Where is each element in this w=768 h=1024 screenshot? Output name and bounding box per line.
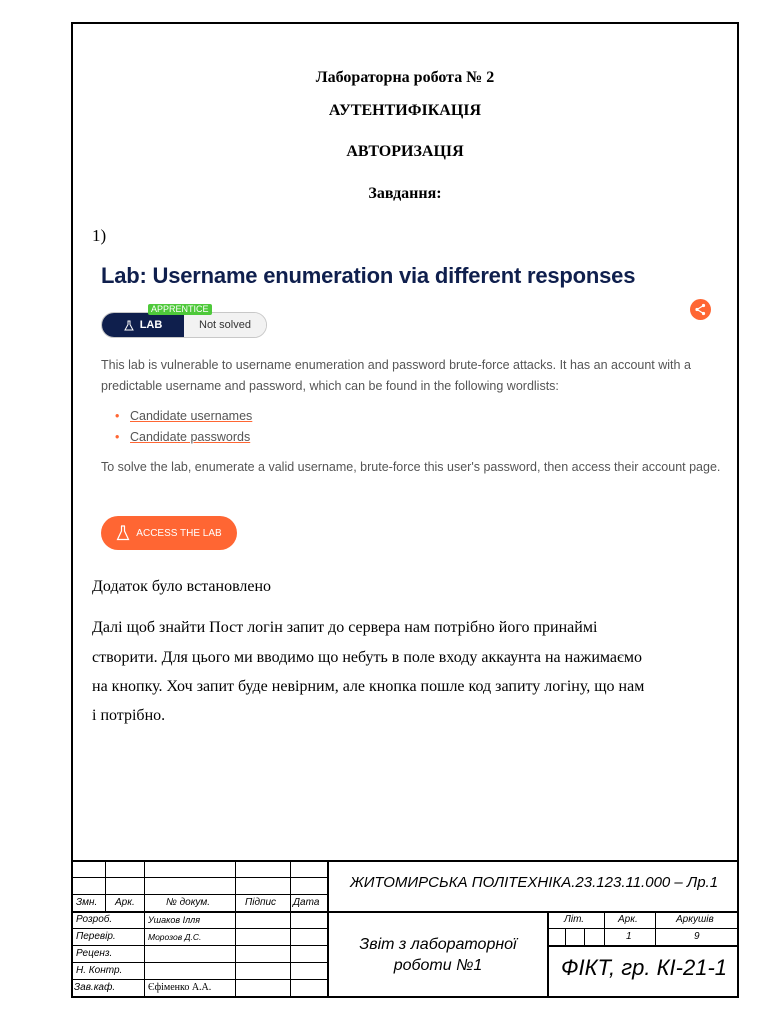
col-sign: Підпис [245,897,277,908]
lab-description: This lab is vulnerable to username enumeration and password brute-force attacks. It has an account with a predictable username and password, which can be found in the following wordlists: [101,358,691,393]
access-lab-label: ACCESS THE LAB [136,527,222,539]
topic-heading-1: АУТЕНТИФІКАЦІЯ [328,102,482,119]
role-rozrob: Розроб. [76,914,113,925]
share-icon[interactable] [690,299,711,320]
paragraph-line-4: і потрібно. [92,707,166,724]
task-heading: Завдання: [368,185,442,202]
flask-icon [124,320,134,331]
wordlist-passwords-link[interactable]: Candidate passwords [130,429,251,444]
access-lab-button[interactable] [101,516,237,550]
col-date: Дата [293,897,320,908]
role-zavkaf: Зав.каф. [74,982,116,993]
lab-label [102,313,184,337]
topic-heading-2: АВТОРИЗАЦІЯ [346,143,464,160]
arkushiv-label: Аркушів [676,914,714,925]
ark-label: Арк. [618,914,638,925]
wordlist-usernames-link[interactable]: Candidate usernames [130,409,253,423]
paragraph-line-3: на кнопку. Хоч запит буде невірним, але кнопка пошле код запиту логіну, що нам [92,678,645,695]
lab-status: Not solved [184,313,266,337]
list-item[interactable]: • Candidate passwords [115,429,251,444]
lab-solve-text: To solve the lab, enumerate a valid username, brute-force this user's password, then access their account page. [101,460,721,474]
flask-icon [116,525,130,541]
col-zmn: Змн. [76,897,98,908]
role-nkontr: Н. Контр. [76,965,123,976]
role-rezenz: Реценз. [76,948,113,959]
arkushiv-value: 9 [694,931,700,942]
name-zavkaf: Єфіменко А.А. [148,982,212,993]
role-perevir: Перевір. [76,931,116,942]
wordlist-list [115,406,252,447]
lit-label: Літ. [564,914,585,925]
name-rozrob: Ушаков Ілля [148,915,201,925]
lab-label-text: LAB [139,319,163,331]
col-doc: № докум. [166,897,211,908]
paragraph-line-2: створити. Для цього ми вводимо що небуть в поле входу аккаунта на нажимаємо [92,649,643,666]
lab-status-pill [101,312,267,338]
report-title [329,934,547,976]
level-badge: APPRENTICE [148,304,212,315]
lab-title: Lab: Username enumeration via different responses [101,263,636,288]
group-name: ФІКТ, гр. КІ-21-1 [560,955,728,980]
paragraph-line-1: Далі щоб знайти Пост логін запит до сервера нам потрібно його принаймі [92,619,598,636]
report-title-line-1: Звіт з лабораторної [359,936,517,953]
list-item[interactable]: • Candidate usernames [115,409,253,423]
paragraph-installed: Додаток було встановлено [92,578,272,595]
item-number: 1) [92,226,107,245]
name-perevir: Морозов Д.С. [148,932,202,942]
document-code: ЖИТОМИРСЬКА ПОЛІТЕХНІКА.23.123.11.000 – Лр.1 [349,874,719,891]
report-title-line-2: роботи №1 [393,957,483,974]
ark-value: 1 [626,931,632,942]
page-frame [71,22,739,998]
lab-number-heading: Лабораторна робота № 2 [315,69,495,86]
col-ark: Арк. [115,897,135,908]
